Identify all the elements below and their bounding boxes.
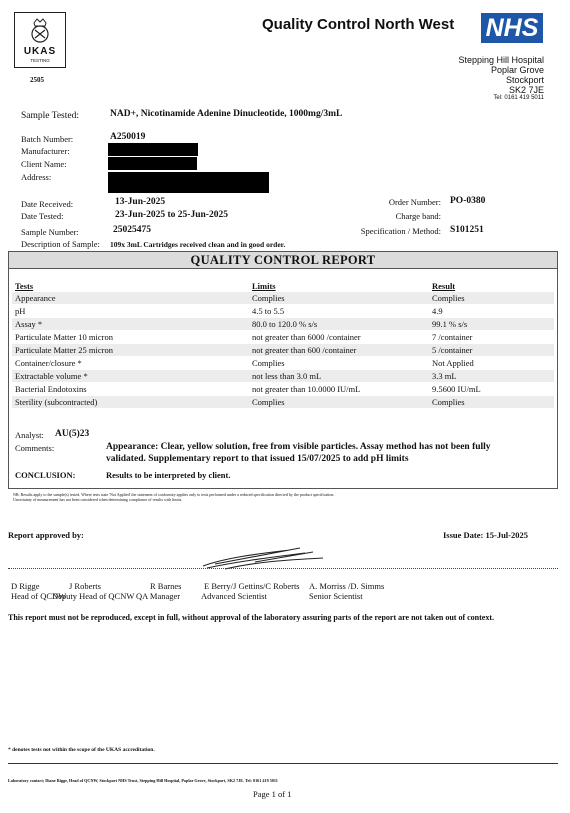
test-name: Sterility (subcontracted) [15,397,98,407]
signatory-role: Senior Scientist [309,591,363,601]
signatory [52,581,135,601]
signature [195,544,335,574]
test-result: 7 /container [432,332,473,342]
signatory-name: J Roberts [69,581,101,591]
order-number-label: Order Number: [388,197,441,207]
test-limit: Complies [252,358,285,368]
signatory-role: QA Manager [136,591,181,601]
conclusion-value: Results to be interpreted by client. [106,470,231,480]
signatory-name: A. Morriss /D. Simms [309,581,385,591]
address-label: Address: [21,172,52,182]
batch-value: A250019 [110,132,146,142]
test-name: Extractable volume * [15,371,88,381]
reproduction-notice: This report must not be reproduced, except in full, without approval of the laboratory assuring parts of the report are not taken out of context. [8,613,494,622]
date-tested-value: 23-Jun-2025 to 25-Jun-2025 [115,210,228,220]
qc-report-box [8,251,558,489]
footer-rule [8,763,558,764]
batch-label: Batch Number: [21,134,74,144]
client-label: Client Name: [21,159,67,169]
address-line: Poplar Grove [490,65,544,75]
signatory [201,581,300,601]
test-name: Assay * [15,319,43,329]
table-row [12,292,554,304]
ukas-logo-sub: TESTING [30,58,50,63]
test-name: Appearance [15,293,56,303]
description-label: Description of Sample: [21,239,100,249]
sample-number-value: 25025475 [113,225,151,235]
test-result: 9.5600 IU/mL [432,384,481,394]
description-value: 109x 3mL Cartridges received clean and in good order. [110,240,286,249]
ukas-logo [14,12,66,68]
col-header-limits: Limits [252,281,276,291]
col-header-result: Result [432,281,456,291]
signatory [309,581,384,601]
comments-label: Comments: [15,443,55,453]
address-redacted [108,172,269,193]
test-limit: not greater than 600 /container [252,345,357,355]
test-result: 5 /container [432,345,473,355]
test-name: Bacterial Endotoxins [15,384,87,394]
ukas-scope-note: * denotes tests not within the scope of the UKAS accreditation. [8,747,155,753]
test-result: Complies [432,397,465,407]
nhs-logo: NHS [481,13,543,43]
spec-label: Specification / Method: [360,226,441,236]
signature-line [8,568,558,569]
test-name: Particulate Matter 10 micron [15,332,113,342]
table-row [12,305,554,317]
qc-report-title: QUALITY CONTROL REPORT [9,252,557,269]
table-row [12,357,554,369]
signatory-role: Deputy Head of QCNW [52,591,135,601]
approved-by-label: Report approved by: [8,530,84,540]
signatory-name: E Berry/J Gettins/C Roberts [204,581,300,591]
sample-tested-label: Sample Tested: [21,111,79,121]
address-line: SK2 7JE [508,85,544,95]
analyst-value: AU(5)23 [55,429,90,439]
accreditation-number: 2505 [30,76,44,84]
address-line: Stockport [505,75,544,85]
date-tested-label: Date Tested: [21,211,64,221]
signatory [136,581,182,601]
table-row [12,344,554,356]
test-name: Particulate Matter 25 micron [15,345,113,355]
page-title: Quality Control North West [262,16,455,33]
ukas-logo-text: UKAS [23,46,57,57]
page-number: Page 1 of 1 [253,789,292,799]
footnote: NB: Results apply to the sample(s) tested. Where tests state 'Not Applied' the statement of conformity applies only to tests performed under a reduced specification directed by the product specification. [13,492,335,497]
signatory-role: Advanced Scientist [201,591,267,601]
date-received-value: 13-Jun-2025 [115,197,166,207]
table-row [12,331,554,343]
hospital-tel: Tel: 0161 419 5011 [493,95,544,101]
charge-band-label: Charge band: [395,211,441,221]
footnote: Uncertainty of measurement has not been considered when determining compliance of results with limits. [13,497,183,502]
spec-value: S101251 [450,225,484,235]
manufacturer-label: Manufacturer: [21,146,70,156]
address-line: Stepping Hill Hospital [458,55,544,65]
hospital-address [458,55,544,95]
conclusion-label: CONCLUSION: [15,470,76,480]
table-row [12,318,554,330]
test-limit: 80.0 to 120.0 % s/s [252,319,318,329]
sample-tested-value: NAD+, Nicotinamide Adenine Dinucleotide, 1000mg/3mL [110,109,343,119]
issue-date: Issue Date: 15-Jul-2025 [443,530,528,540]
test-result: 99.1 % s/s [432,319,468,329]
client-redacted [108,157,197,170]
sample-number-label: Sample Number: [21,227,79,237]
manufacturer-redacted [108,143,198,156]
table-row [12,396,554,408]
crown-icon [15,15,65,45]
table-row [12,383,554,395]
date-received-label: Date Received: [21,199,74,209]
test-result: Complies [432,293,465,303]
col-header-tests: Tests [15,281,34,291]
test-limit: not less than 3.0 mL [252,371,322,381]
test-result: 4.9 [432,306,443,316]
test-result: Not Applied [432,358,474,368]
test-limit: not greater than 6000 /container [252,332,361,342]
table-row [12,370,554,382]
signatory-name: D Rigge [11,581,40,591]
test-name: pH [15,306,26,316]
test-limit: Complies [252,397,285,407]
analyst-label: Analyst: [15,430,44,440]
signatory-role: Head of QCNW [11,591,67,601]
test-result: 3.3 mL [432,371,457,381]
comments-value: Appearance: Clear, yellow solution, free from visible particles. Assay method has not been fully validated. Supplementary report to that issued 15/07/2025 to add pH limits [106,442,491,464]
order-number-value: PO-0380 [450,196,486,206]
test-limit: 4.5 to 5.5 [252,306,285,316]
results-table [12,292,554,422]
test-limit: Complies [252,293,285,303]
signatory-name: R Barnes [150,581,182,591]
test-name: Container/closure * [15,358,82,368]
test-limit: not greater than 10.0000 IU/mL [252,384,361,394]
lab-contact: Laboratory contact; Diane Rigge, Head of QCNW, Stockport NHS Trust, Stepping Hill Hospital, Poplar Grove, Stockport, SK2 7JE. Tel: 0161 419 5011 [8,778,278,783]
